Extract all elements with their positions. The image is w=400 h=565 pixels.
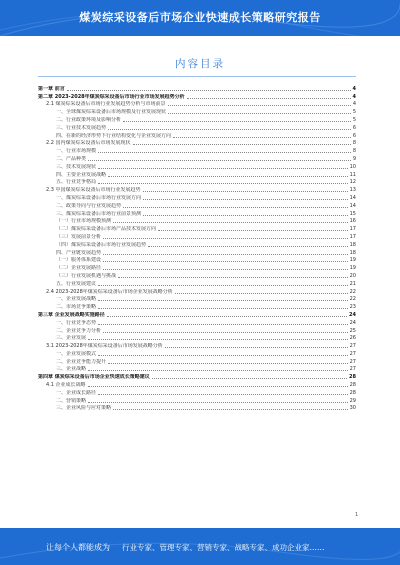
- toc-entry-page: 5: [352, 109, 356, 116]
- toc-entry-page: 23: [349, 304, 356, 311]
- toc-entry-title: 三、煤炭综采设备后市场行业前景预测: [56, 210, 142, 217]
- toc-leader-dots: [88, 339, 348, 340]
- toc-entry[interactable]: [38, 279, 356, 287]
- toc-entry[interactable]: [38, 295, 356, 303]
- toc-entry[interactable]: [38, 256, 356, 264]
- toc-entry-page: 14: [349, 194, 356, 201]
- toc-entry[interactable]: [38, 92, 356, 100]
- toc-entry-page: 16: [349, 218, 356, 225]
- toc-leader-dots: [88, 370, 348, 371]
- toc-leader-dots: [103, 238, 348, 239]
- toc-entry-page: 24: [349, 319, 356, 326]
- toc-entry-page: 14: [349, 202, 356, 209]
- footer-banner: [0, 528, 400, 565]
- toc-leader-dots: [113, 409, 348, 410]
- toc-leader-dots: [143, 191, 348, 192]
- footer-roles: 行业专家、管理专家、营销专家、战略专家、成功企业家……: [122, 543, 325, 552]
- toc-leader-dots: [98, 355, 348, 356]
- toc-entry-page: 26: [349, 335, 356, 342]
- toc-entry[interactable]: [38, 310, 356, 318]
- toc-entry-page: 18: [349, 241, 356, 248]
- header-banner: [0, 0, 400, 36]
- toc-heading: 内容目录: [175, 58, 225, 70]
- toc-entry-page: 24: [349, 311, 356, 318]
- toc-entry-title: 三、企业风险与应对策略: [56, 405, 112, 412]
- toc-entry[interactable]: [38, 357, 356, 365]
- toc-entry-page: 15: [349, 210, 356, 217]
- toc-entry-page: 13: [349, 187, 356, 194]
- toc-entry-title: 二、政策导向与行业发展趋势: [56, 202, 122, 209]
- toc-entry[interactable]: [38, 185, 356, 193]
- toc-entry-page: 8: [352, 148, 356, 155]
- toc-leader-dots: [88, 160, 351, 161]
- toc-entry[interactable]: [38, 107, 356, 115]
- toc-entry-title: 四、主要企业发展战略: [56, 171, 107, 178]
- toc-entry-page: 20: [349, 272, 356, 279]
- toc-entry-page: 6: [352, 132, 356, 139]
- toc-entry[interactable]: [38, 287, 356, 295]
- toc-entry-page: 18: [349, 249, 356, 256]
- toc-leader-dots: [98, 308, 348, 309]
- toc-entry-page: 9: [352, 155, 356, 162]
- toc-entry-page: 27: [349, 343, 356, 350]
- toc-leader-dots: [165, 347, 348, 348]
- table-of-contents: [38, 84, 356, 411]
- toc-leader-dots: [123, 121, 351, 122]
- toc-entry[interactable]: [38, 123, 356, 131]
- toc-entry-title: 4.1 企业成长战略: [46, 382, 86, 389]
- toc-entry[interactable]: [38, 380, 356, 388]
- toc-leader-dots: [98, 285, 348, 286]
- toc-entry[interactable]: [38, 154, 356, 162]
- toc-entry-title: 2.4 2023-2028年煤炭综采设备后市场企业发展战略分析: [46, 288, 173, 295]
- page-number: 1: [355, 512, 359, 518]
- toc-entry-page: 27: [349, 366, 356, 373]
- toc-entry[interactable]: [38, 146, 356, 154]
- toc-entry[interactable]: [38, 263, 356, 271]
- toc-leader-dots: [133, 144, 351, 145]
- toc-entry-title: 三、企业战略: [56, 366, 87, 373]
- toc-leader-dots: [143, 215, 348, 216]
- toc-leader-dots: [123, 207, 348, 208]
- toc-entry-page: 17: [349, 233, 356, 240]
- toc-leader-dots: [158, 230, 348, 231]
- toc-leader-dots: [168, 105, 351, 106]
- toc-entry-title: 三、技术发展现状: [56, 163, 97, 170]
- toc-entry-title: 3.1 2023-2028年煤炭综采设备后市场发展战略分析: [46, 343, 163, 350]
- toc-entry[interactable]: [38, 326, 356, 334]
- toc-entry-title: 二、企业竞争能力提升: [56, 358, 107, 365]
- toc-leader-dots: [88, 386, 348, 387]
- toc-entry-title: （四）煤炭综采设备后市场行业发展趋势: [56, 241, 147, 248]
- toc-entry-title: 第三章 企业发展战略实施路径: [38, 311, 105, 318]
- toc-entry-page: 11: [349, 171, 356, 178]
- toc-entry[interactable]: [38, 115, 356, 123]
- toc-entry-page: 28: [349, 382, 356, 389]
- toc-entry[interactable]: [38, 100, 356, 108]
- toc-leader-dots: [98, 324, 348, 325]
- toc-leader-dots: [152, 378, 347, 379]
- toc-entry-title: 一、行业市场规模: [56, 148, 97, 155]
- toc-entry-page: 28: [349, 389, 356, 396]
- toc-leader-dots: [173, 137, 351, 138]
- toc-entry-title: 三、行业技术发展趋势: [56, 124, 107, 131]
- toc-leader-dots: [168, 113, 351, 114]
- toc-entry-page: 21: [349, 280, 356, 287]
- toc-entry-title: 二、营销策略: [56, 397, 87, 404]
- toc-divider: [38, 76, 356, 77]
- toc-entry-title: 第二章 2023-2028年煤炭综采设备后市场行业市场发展趋势分析: [38, 93, 185, 100]
- toc-entry-title: （一）服务体系建设: [56, 257, 102, 264]
- toc-leader-dots: [108, 363, 348, 364]
- toc-entry[interactable]: [38, 302, 356, 310]
- toc-entry-title: 一、企业发展战略: [56, 296, 97, 303]
- toc-entry[interactable]: [38, 248, 356, 256]
- toc-leader-dots: [98, 152, 351, 153]
- toc-entry-title: 2.1 煤炭综采设备后市场行业发展趋势分析与市场前景: [46, 101, 166, 108]
- toc-entry[interactable]: [38, 349, 356, 357]
- toc-entry-page: 8: [352, 140, 356, 147]
- toc-entry-page: 17: [349, 226, 356, 233]
- toc-leader-dots: [98, 394, 348, 395]
- toc-entry-title: （二）企业发展路径: [56, 265, 102, 272]
- toc-leader-dots: [108, 176, 348, 177]
- report-title: 煤炭综采设备后市场企业快速成长策略研究报告: [79, 11, 321, 24]
- toc-leader-dots: [103, 261, 348, 262]
- toc-entry-title: 第一章 前言: [38, 85, 65, 92]
- toc-entry-page: 6: [352, 124, 356, 131]
- toc-entry-title: 一、全球煤炭综采设备后市场规模及行业发展现状: [56, 109, 167, 116]
- toc-entry[interactable]: [38, 334, 356, 342]
- toc-entry-title: 四、在新的经济形势下行业结构变化与企业发展方向: [56, 132, 172, 139]
- toc-leader-dots: [98, 300, 348, 301]
- toc-entry-page: 22: [349, 296, 356, 303]
- toc-entry-title: 五、行业竞争格局: [56, 179, 97, 186]
- toc-entry-title: 五、行业发展建议: [56, 280, 97, 287]
- toc-entry-title: 一、行业竞争态势: [56, 319, 97, 326]
- toc-leader-dots: [187, 98, 351, 99]
- toc-entry-title: 四、产业链发展趋势: [56, 249, 102, 256]
- toc-entry-page: 28: [349, 374, 356, 381]
- toc-entry[interactable]: [38, 232, 356, 240]
- toc-leader-dots: [98, 168, 348, 169]
- toc-entry[interactable]: [38, 318, 356, 326]
- toc-entry[interactable]: [38, 193, 356, 201]
- toc-entry-title: 2.2 国内煤炭综采设备后市场发展现状: [46, 140, 131, 147]
- toc-entry[interactable]: [38, 170, 356, 178]
- toc-entry-page: 4: [352, 101, 356, 108]
- toc-entry[interactable]: [38, 341, 356, 349]
- toc-entry-title: 二、产品种类: [56, 155, 87, 162]
- toc-leader-dots: [143, 199, 348, 200]
- toc-entry-title: （三）行业发展机遇与挑战: [56, 272, 117, 279]
- toc-leader-dots: [118, 277, 348, 278]
- toc-entry-title: 三、企业发展: [56, 335, 87, 342]
- toc-entry[interactable]: [38, 404, 356, 412]
- toc-entry[interactable]: [38, 178, 356, 186]
- toc-entry[interactable]: [38, 217, 356, 225]
- toc-entry-page: 4: [352, 85, 356, 92]
- toc-entry[interactable]: [38, 209, 356, 217]
- toc-entry-page: 22: [349, 288, 356, 295]
- toc-entry[interactable]: [38, 388, 356, 396]
- toc-entry[interactable]: [38, 224, 356, 232]
- toc-entry[interactable]: [38, 271, 356, 279]
- toc-leader-dots: [88, 402, 348, 403]
- toc-entry-page: 4: [352, 93, 356, 100]
- toc-entry-page: 19: [349, 265, 356, 272]
- toc-entry[interactable]: [38, 240, 356, 248]
- footer-slogan: 让每个人都能成为: [46, 543, 110, 552]
- toc-entry[interactable]: [38, 201, 356, 209]
- toc-leader-dots: [67, 90, 351, 91]
- toc-leader-dots: [103, 332, 348, 333]
- toc-entry-title: （二）煤炭综采设备后市场产品技术发展方向: [56, 226, 157, 233]
- toc-entry-title: 第四章 煤炭综采设备后市场企业快速成长策略建议: [38, 374, 150, 381]
- toc-entry-page: 27: [349, 350, 356, 357]
- toc-leader-dots: [108, 129, 351, 130]
- toc-entry-title: 一、煤炭综采设备后市场行业发展方向: [56, 194, 142, 201]
- toc-leader-dots: [103, 254, 348, 255]
- toc-leader-dots: [148, 246, 348, 247]
- toc-entry[interactable]: [38, 139, 356, 147]
- toc-entry[interactable]: [38, 372, 356, 380]
- toc-leader-dots: [103, 269, 348, 270]
- toc-entry-title: 2.3 中国煤炭综采设备后市场行业发展趋势: [46, 187, 141, 194]
- toc-entry-title: 一、企业发展模式: [56, 350, 97, 357]
- toc-entry-page: 10: [349, 163, 356, 170]
- toc-entry-page: 19: [349, 257, 356, 264]
- toc-entry-title: 二、企业竞争力分析: [56, 327, 102, 334]
- toc-entry-page: 30: [349, 405, 356, 412]
- toc-entry-page: 27: [349, 358, 356, 365]
- toc-entry[interactable]: [38, 162, 356, 170]
- toc-entry[interactable]: [38, 396, 356, 404]
- toc-entry-title: 二、行业政策环境及影响分析: [56, 116, 122, 123]
- toc-leader-dots: [98, 183, 348, 184]
- toc-entry[interactable]: [38, 365, 356, 373]
- toc-leader-dots: [113, 222, 348, 223]
- toc-leader-dots: [175, 293, 348, 294]
- toc-entry-title: （一）行业市场规模预测: [56, 218, 112, 225]
- toc-entry[interactable]: [38, 84, 356, 92]
- toc-entry-page: 25: [349, 327, 356, 334]
- toc-entry-title: 二、市场竞争策略: [56, 304, 97, 311]
- toc-entry-title: 一、企业成长路径: [56, 389, 97, 396]
- toc-leader-dots: [107, 316, 347, 317]
- toc-entry[interactable]: [38, 131, 356, 139]
- toc-entry-title: （三）发展前景分析: [56, 233, 102, 240]
- toc-entry-page: 29: [349, 397, 356, 404]
- toc-entry-page: 12: [349, 179, 356, 186]
- toc-entry-page: 5: [352, 116, 356, 123]
